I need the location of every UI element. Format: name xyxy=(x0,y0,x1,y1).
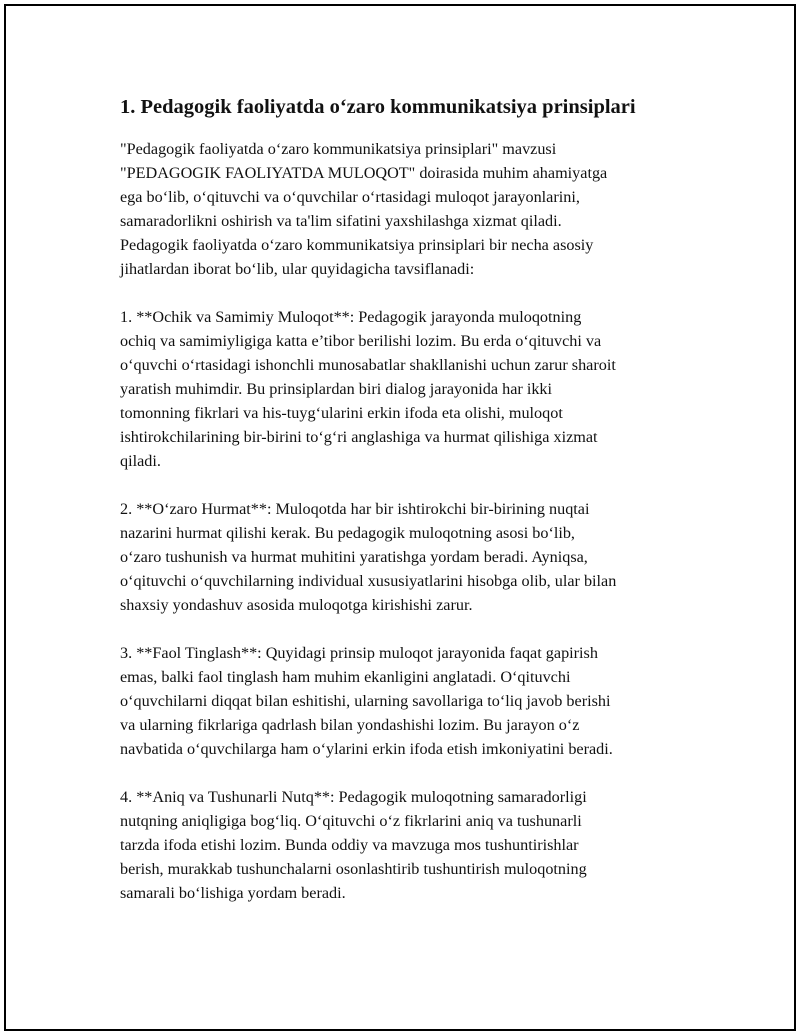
intro-paragraph xyxy=(120,137,690,281)
text-line: shaxsiy yondashuv asosida muloqotga kirishishi zarur. xyxy=(120,596,473,614)
principle-paragraph-4 xyxy=(120,785,690,905)
text-line: nutqning aniqligiga bog‘liq. O‘qituvchi o‘z fikrlarini aniq va tushunarli xyxy=(120,812,582,830)
text-line: emas, balki faol tinglash ham muhim ekanligini anglatadi. O‘qituvchi xyxy=(120,668,571,686)
text-line: va ularning fikrlariga qadrlash bilan yondashishi lozim. Bu jarayon o‘z xyxy=(120,716,580,734)
text-line: "Pedagogik faoliyatda o‘zaro kommunikatsiya prinsiplari" mavzusi xyxy=(120,140,557,158)
text-line: tomonning fikrlari va his-tuyg‘ularini erkin ifoda eta olishi, muloqot xyxy=(120,404,563,422)
text-line: tarzda ifoda etishi lozim. Bunda oddiy va mavzuga mos tushuntirishlar xyxy=(120,836,579,854)
text-line: 3. **Faol Tinglash**: Quyidagi prinsip muloqot jarayonida faqat gapirish xyxy=(120,644,598,662)
document-page xyxy=(4,4,796,1031)
text-line: o‘quvchilarni diqqat bilan eshitishi, ularning savollariga to‘liq javob berishi xyxy=(120,692,611,710)
text-line: nazarini hurmat qilishi kerak. Bu pedagogik muloqotning asosi bo‘lib, xyxy=(120,524,575,542)
text-line: 1. **Ochik va Samimiy Muloqot**: Pedagogik jarayonda muloqotning xyxy=(120,308,582,326)
text-line: 2. **O‘zaro Hurmat**: Muloqotda har bir ishtirokchi bir-birining nuqtai xyxy=(120,500,590,518)
text-line: o‘zaro tushunish va hurmat muhitini yaratishga yordam beradi. Ayniqsa, xyxy=(120,548,588,566)
text-line: ishtirokchilarining bir-birini to‘g‘ri anglashiga va hurmat qilishiga xizmat xyxy=(120,428,598,446)
principle-paragraph-2 xyxy=(120,497,690,617)
document-title: 1. Pedagogik faoliyatda o‘zaro kommunikatsiya prinsiplari xyxy=(120,96,636,118)
text-line: jihatlardan iborat bo‘lib, ular quyidagicha tavsiflanadi: xyxy=(120,260,475,278)
text-line: "PEDAGOGIK FAOLIYATDA MULOQOT" doirasida muhim ahamiyatga xyxy=(120,164,608,182)
text-line: berish, murakkab tushunchalarni osonlashtirib tushuntirish muloqotning xyxy=(120,860,587,878)
text-line: ochiq va samimiyligiga katta e’tibor berilishi lozim. Bu erda o‘qituvchi va xyxy=(120,332,602,350)
text-line: Pedagogik faoliyatda o‘zaro kommunikatsiya prinsiplari bir necha asosiy xyxy=(120,236,594,254)
principle-paragraph-1 xyxy=(120,305,690,473)
text-line: ega bo‘lib, o‘qituvchi va o‘quvchilar o‘rtasidagi muloqot jarayonlarini, xyxy=(120,188,580,206)
text-line: o‘qituvchi o‘quvchilarning individual xususiyatlarini hisobga olib, ular bilan xyxy=(120,572,617,590)
document-body xyxy=(120,94,690,929)
text-line: samaradorlikni oshirish va ta'lim sifatini yaxshilashga xizmat qiladi. xyxy=(120,212,562,230)
text-line: 4. **Aniq va Tushunarli Nutq**: Pedagogik muloqotning samaradorligi xyxy=(120,788,587,806)
text-line: yaratish muhimdir. Bu prinsiplardan biri dialog jarayonida har ikki xyxy=(120,380,553,398)
principle-paragraph-3 xyxy=(120,641,690,761)
text-line: qiladi. xyxy=(120,452,161,470)
text-line: navbatida o‘quvchilarga ham o‘ylarini erkin ifoda etish imkoniyatini beradi. xyxy=(120,740,613,758)
text-line: o‘quvchi o‘rtasidagi ishonchli munosabatlar shakllanishi uchun zarur sharoit xyxy=(120,356,616,374)
text-line: samarali bo‘lishiga yordam beradi. xyxy=(120,884,346,902)
